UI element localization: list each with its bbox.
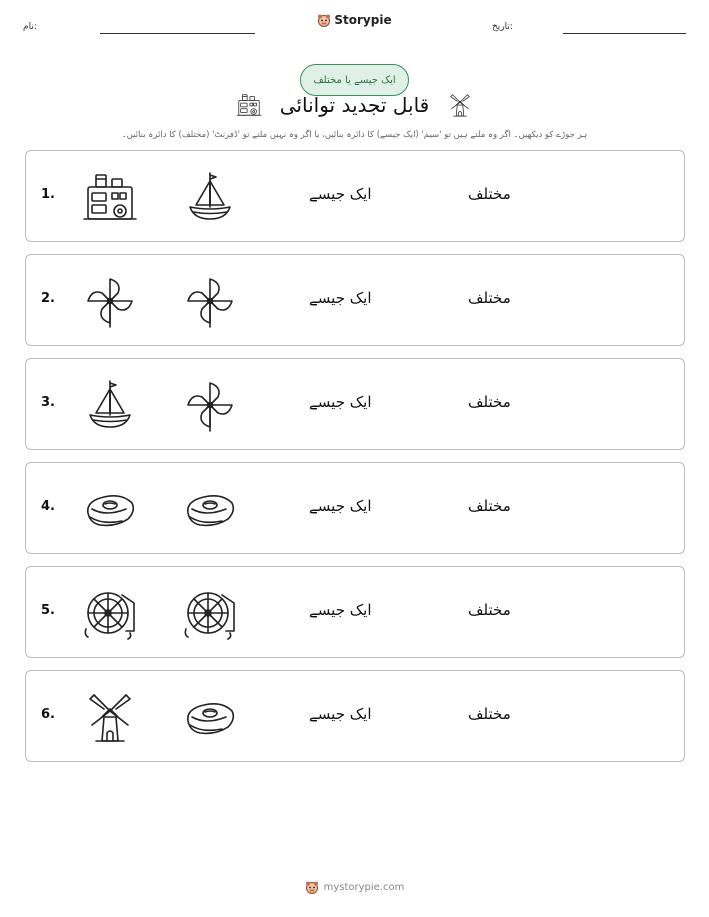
factory-icon	[236, 92, 262, 118]
question-number: 6.	[41, 707, 55, 722]
question-row-4	[25, 462, 685, 554]
question-number: 5.	[41, 603, 55, 618]
pinwheel-icon	[182, 377, 238, 433]
instructions: ہر جوڑے کو دیکھیں۔ اگر وہ ملتے ہیں تو 'سیم' (ایک جیسے) کا دائرہ بنائیں، یا اگر وہ نہیں ملتے تو 'ڈفرنٹ' (مختلف) کا دائرہ بنائیں۔	[121, 130, 588, 140]
brand-name: Storypie	[334, 13, 392, 27]
name-line[interactable]	[100, 33, 255, 34]
stone-disc-icon	[182, 689, 238, 745]
option-different[interactable]: مختلف	[468, 185, 511, 203]
brand	[0, 13, 709, 27]
question-number: 2.	[41, 291, 55, 306]
question-number: 3.	[41, 395, 55, 410]
option-same[interactable]: ایک جیسے	[309, 185, 372, 203]
waterwheel-icon	[82, 585, 138, 641]
option-same[interactable]: ایک جیسے	[309, 705, 372, 723]
storypie-logo-icon	[305, 880, 319, 894]
name-label: نام:	[23, 22, 37, 32]
footer	[0, 880, 709, 894]
stone-disc-icon	[82, 481, 138, 537]
question-number: 1.	[41, 187, 55, 202]
factory-icon	[82, 169, 138, 225]
option-different[interactable]: مختلف	[468, 705, 511, 723]
question-number: 4.	[41, 499, 55, 514]
question-row-5	[25, 566, 685, 658]
question-row-6	[25, 670, 685, 762]
date-line[interactable]	[563, 33, 686, 34]
option-same[interactable]: ایک جیسے	[309, 289, 372, 307]
pinwheel-icon	[182, 273, 238, 329]
date-label: تاریخ:	[492, 22, 513, 32]
windmill-icon	[447, 92, 473, 118]
storypie-logo-icon	[317, 13, 331, 27]
title-row	[0, 88, 709, 122]
option-different[interactable]: مختلف	[468, 393, 511, 411]
page-title: قابل تجدید توانائی	[279, 93, 430, 117]
windmill-icon	[82, 689, 138, 745]
question-row-2	[25, 254, 685, 346]
sailboat-icon	[182, 169, 238, 225]
pinwheel-icon	[82, 273, 138, 329]
question-row-1	[25, 150, 685, 242]
option-same[interactable]: ایک جیسے	[309, 601, 372, 619]
option-same[interactable]: ایک جیسے	[309, 393, 372, 411]
option-same[interactable]: ایک جیسے	[309, 497, 372, 515]
footer-url[interactable]: mystorypie.com	[323, 881, 405, 893]
waterwheel-icon	[182, 585, 238, 641]
option-different[interactable]: مختلف	[468, 497, 511, 515]
stone-disc-icon	[182, 481, 238, 537]
topic-badge: ایک جیسے یا مختلف	[300, 64, 409, 96]
sailboat-icon	[82, 377, 138, 433]
option-different[interactable]: مختلف	[468, 601, 511, 619]
option-different[interactable]: مختلف	[468, 289, 511, 307]
question-row-3	[25, 358, 685, 450]
